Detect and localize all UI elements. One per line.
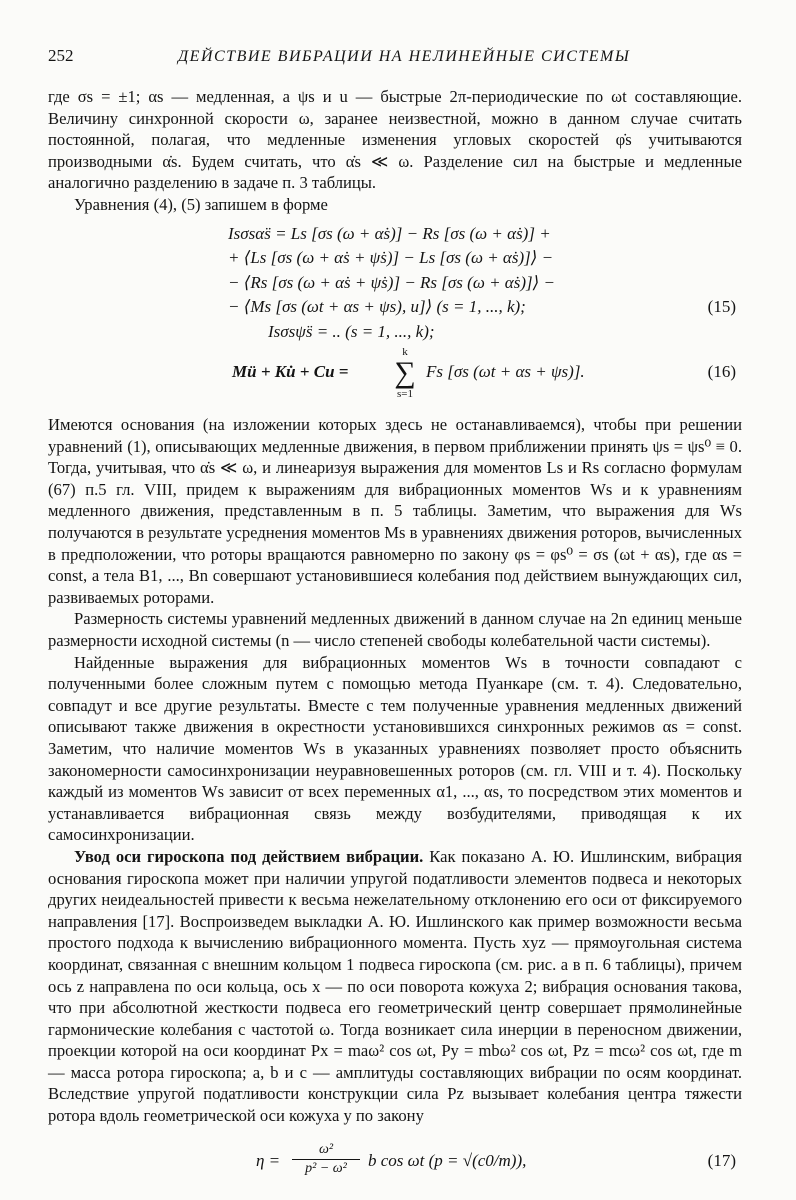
equation-15-line-2	[48, 248, 742, 273]
equation-17-numerator: ω²	[292, 1141, 360, 1160]
summation-lower-limit: s=1	[397, 388, 413, 401]
paragraph-5: Найденные выражения для вибрационных моментов Ws в точности совпадают с полученными более сложным путем с помощью метода Пуанкаре (см. т. 4). Следовательно, совпадут и все другие результаты. Вместе с тем полученные уравнения медленных движений описывают также движения в окрестности установившихся синхронных режимов αs = const. Заметим, что наличие моментов Ws в указанных уравнениях позволяет просто объяснить закономерности самосинхронизации неуравновешенных роторов (см. гл. VIII и т. 4). Поскольку каждый из моментов Ws зависит от всех переменных α1, ..., αs, то посредством этих моментов и устанавливается вибрационная связь между возбудителями, приводящая к их самосинхронизации.	[48, 652, 742, 845]
paragraph-3: Имеются основания (на изложении которых здесь не останавливаемся), чтобы при решении уравнений (1), описывающих медленные движения, в первом приближении принять ψs = ψs⁰ ≡ 0. Тогда, учитывая, что α̇s ≪ ω, и линеаризуя выражения для моментов Ls и Rs согласно формулам (67) п.5 гл. VIII, придем к выражениям для вибрационных моментов Ws и к уравнениям медленного движения, представленным в п. 5 таблицы. Заметим, что выражения для Ws получаются в результате усреднения моментов Ms в уравнениях движения роторов, вычисленных в предположении, что роторы вращаются равномерно по закону φs = φs⁰ = σs (ωt + αs), где αs = const, а тела B1, ..., Bn совершают установившиеся колебания под действием вынуждающих сил, развиваемых роторами.	[48, 415, 742, 607]
equation-17-right: b cos ωt (p = √(c0/m)),	[368, 1150, 527, 1170]
equation-15-line-1	[48, 224, 742, 249]
equation-16-right: Fs [σs (ωt + αs + ψs)].	[426, 362, 585, 382]
equation-15-line-2-text: + ⟨Ls [σs (ω + α̇s + ψ̇s)] − Ls [σs (ω + α̇s)]⟩ −	[228, 248, 554, 268]
summation-sign	[390, 346, 420, 400]
equation-15	[48, 224, 742, 409]
page-header	[48, 36, 742, 66]
section-title-gyroscope: Увод оси гироскопа под действием вибрации.	[74, 846, 424, 866]
summation-upper-limit: k	[402, 346, 408, 359]
equation-15-number: (15)	[707, 297, 736, 317]
equation-17-left: η =	[256, 1150, 281, 1170]
paragraph-6-text: Как показано А. Ю. Ишлинским, вибрация основания гироскопа может при наличии упругой податливости элементов подвеса и некоторых других неидеальностей привести к весьма нежелательному отклонению его оси от фиксируемого направления [17]. Воспроизведем выкладки А. Ю. Ишлинского как пример возможности весьма простого подхода к вычислению вибрационного момента. Пусть xyz — прямоугольная система координат, связанная с внешним кольцом 1 подвеса гироскопа (см. рис. a в п. 6 таблицы), причем ось z направлена по оси кольца, ось x — по оси поворота кожуха 2; вибрация основания такова, что при абсолютной жесткости подвеса его геометрический центр совершает прямолинейные гармонические колебания с частотой ω. Тогда возникает сила инерции в переносном движении, проекции которой на оси координат Px = maω² cos ωt, Py = mbω² cos ωt, Pz = mcω² cos ωt, где m — масса ротора гироскопа; a, b и c — амплитуды составляющих вибрации по осям координат. Вследствие упругой податливости конструкции сила Pz вызывает колебания центра тяжести ротора вдоль геометрической оси кожуха y по закону	[48, 846, 742, 1126]
equation-16-left: Mü + Ku̇ + Cu =	[232, 362, 349, 382]
equation-17-number: (17)	[707, 1150, 736, 1170]
equation-15b-text: Isσsψ̈s = .. (s = 1, ..., k);	[268, 321, 435, 341]
running-title: ДЕЙСТВИЕ ВИБРАЦИИ НА НЕЛИНЕЙНЫЕ СИСТЕМЫ	[178, 48, 631, 65]
equation-17-fraction	[292, 1141, 360, 1178]
page-number: 252	[48, 46, 74, 65]
equation-15-line-4-text: − ⟨Ms [σs (ωt + αs + ψs), u]⟩ (s = 1, ..., k);	[228, 297, 526, 317]
equation-15-line-4	[48, 297, 742, 322]
equation-16	[48, 346, 742, 408]
paragraph-2: Уравнения (4), (5) запишем в форме	[74, 194, 328, 214]
equation-15-line-3	[48, 273, 742, 298]
paragraph-4: Размерность системы уравнений медленных движений в данном случае на 2n единиц меньше размерности исходной системы (n — число степеней свободы колебательной части системы).	[48, 609, 742, 650]
equation-17-denominator: p² − ω²	[305, 1160, 347, 1176]
equation-16-number: (16)	[707, 362, 736, 382]
equation-15-line-1-text: Isσsα̈s = Ls [σs (ω + α̇s)] − Rs [σs (ω + α̇s)] +	[228, 223, 551, 243]
paragraph-6	[48, 846, 742, 1127]
equation-15b	[48, 322, 742, 347]
paragraph-1: где σs = ±1; αs — медленная, а ψs и u — быстрые 2π-периодические по ωt составляющие. Величину синхронной скорости ω, заранее неизвестной, можно в данном случае считать постоянной, полагая, что медленные изменения угловых скоростей φ̇s учитываются производными α̇s. Будем считать, что α̇s ≪ ω. Разделение сил на быстрые и медленные аналогично разделению в задаче п. 3 таблицы.	[48, 87, 742, 193]
equation-15-line-3-text: − ⟨Rs [σs (ω + α̇s + ψ̇s)] − Rs [σs (ω + α̇s)]⟩ −	[228, 272, 555, 292]
summation-symbol: ∑	[394, 356, 416, 390]
equation-17	[48, 1135, 742, 1189]
page	[48, 36, 742, 1189]
